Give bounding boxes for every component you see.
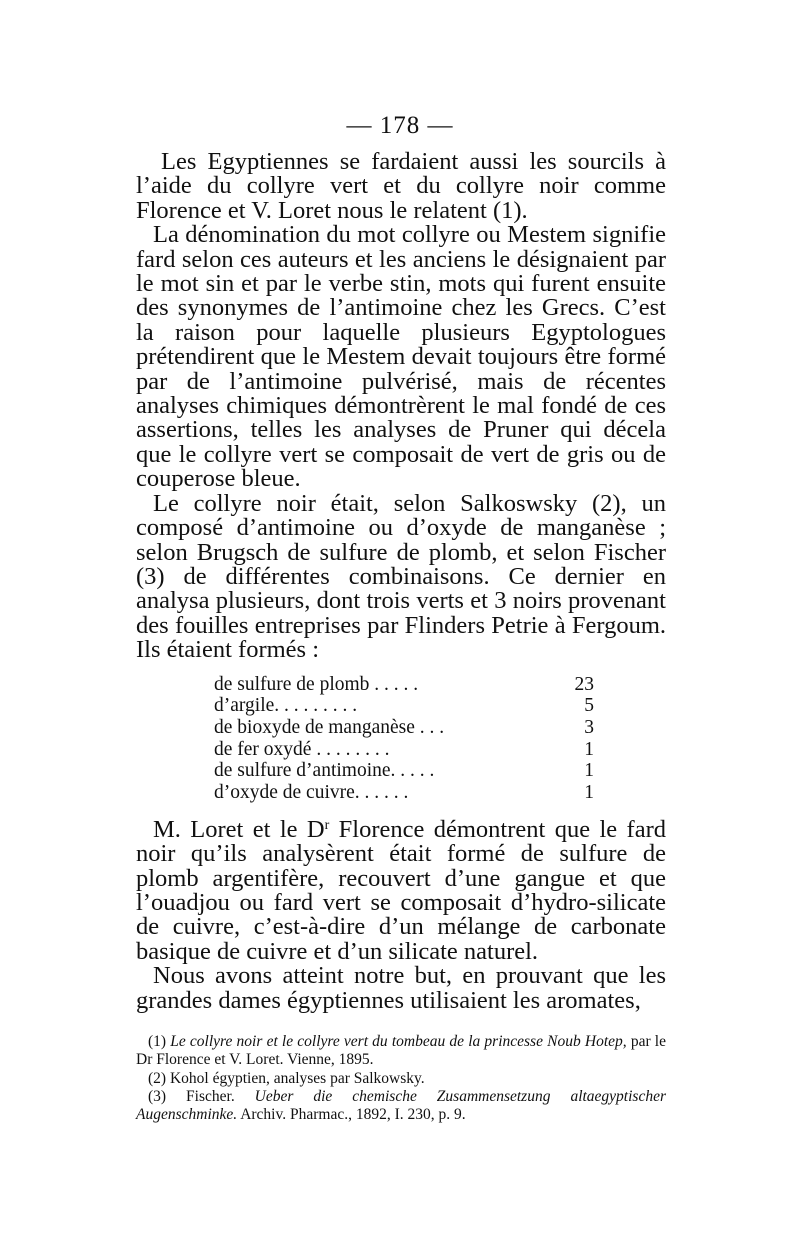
row-label: de sulfure d’antimoine. . . . .: [214, 760, 435, 782]
table-row: [214, 782, 594, 804]
row-label: d’oxyde de cuivre. . . . . .: [214, 782, 409, 804]
footnote-3: [136, 1088, 666, 1125]
footnote-1-rest: par le Dr Florence et V. Loret. Vienne, 1895.: [136, 1033, 666, 1069]
row-label: de sulfure de plomb . . . . .: [214, 673, 419, 695]
paragraph-4-end: Florence démontrent que le fard noir qu’ils analysèrent était formé de sulfure de plomb argentifère, recouvert d’une gangue et que l’ouadjou ou fard vert se composait d’hydro-silicate de cuivre, c’est-à-dire d’un mélange de carbonate basique de cuivre et d’un silicate naturel.: [136, 815, 666, 965]
footnote-3-rest: Archiv. Pharmac., 1892, I. 230, p. 9.: [240, 1106, 466, 1124]
row-label: d’argile. . . . . . . . .: [214, 695, 358, 717]
table-row: [214, 717, 594, 739]
footnote-3-number: (3) Fischer.: [148, 1087, 235, 1105]
paragraph-5: Nous avons atteint notre but, en prouvant que les grandes dames égyptiennes utilisaient les aromates,: [136, 962, 666, 1014]
row-value: 1: [584, 782, 594, 804]
paragraph-1: Les Egyptiennes se fardaient aussi les sourcils à l’aide du collyre vert et du collyre noir comme Florence et V. Loret nous le relatent (1).: [136, 148, 666, 224]
row-value: 1: [584, 738, 594, 760]
paragraph-3: Le collyre noir était, selon Salkoswsky (2), un composé d’antimoine ou d’oxyde de manganèse ; selon Brugsch de sulfure de plomb, et selon Fischer (3) de différentes combinaisons. Ce dernier en analysa plusieurs, dont trois verts et 3 noirs provenant des fouilles entreprises par Flinders Petrie à Fergoum. Ils étaient formés :: [136, 489, 666, 664]
doctor-superscript: r: [324, 817, 330, 833]
paragraph-2: La dénomination du mot collyre ou Mestem signifie fard selon ces auteurs et les anciens le désignaient par le mot sin et par le verbe stin, mots qui furent ensuite des synonymes de l’antimoine chez les Grecs. C’est la raison pour laquelle plusieurs Egyptologues prétendirent que le Mestem devait toujours être formé par de l’antimoine pulvérisé, mais de récentes analyses chimiques démontrèrent le mal fondé de ces assertions, telles les analyses de Pruner qui décela que le collyre vert se composait de vert de gris ou de couperose bleue.: [136, 221, 666, 493]
paragraph-4-start: M. Loret et le D: [153, 815, 325, 843]
footnote-2: (2) Kohol égyptien, analyses par Salkowsky.: [148, 1069, 425, 1087]
row-value: 5: [584, 695, 594, 717]
row-label: de bioxyde de manganèse . . .: [214, 716, 445, 738]
table-row: [214, 695, 594, 717]
table-row: [214, 674, 594, 696]
composition-table: [214, 674, 594, 804]
table-row: [214, 760, 594, 782]
footnote-3-title: Ueber die chemische Zusammensetzung altaegyptischer Augenschminke.: [136, 1087, 666, 1124]
footnote-1-number: (1): [148, 1033, 167, 1050]
footnotes: [136, 1033, 666, 1124]
row-value: 1: [584, 760, 594, 782]
footnote-1: [136, 1033, 666, 1070]
paragraph-4: [136, 814, 666, 964]
page-number: — 178 —: [346, 112, 454, 139]
row-value: 23: [574, 673, 594, 695]
footnote-1-title: Le collyre noir et le collyre vert du tombeau de la princesse Noub Hotep,: [170, 1033, 627, 1050]
row-value: 3: [584, 716, 594, 738]
main-text: [136, 150, 666, 1013]
table-row: [214, 739, 594, 761]
row-label: de fer oxydé . . . . . . . .: [214, 738, 390, 760]
